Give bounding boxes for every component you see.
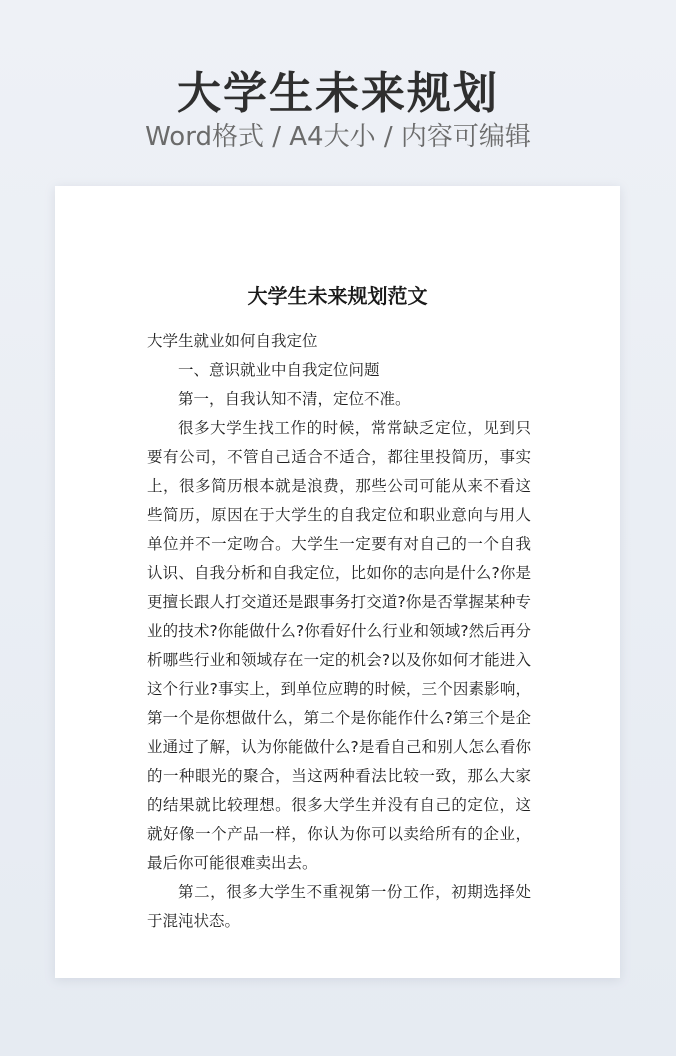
paragraph-one: 很多大学生找工作的时候，常常缺乏定位，见到只要有公司，不管自己适合不适合，都往里投简历，事实上，很多简历根本就是浪费，那些公司可能从来不看这些简历，原因在于大学生的自我定位和职业意向与用人单位并不一定吻合。大学生一定要有对自己的一个自我认识、自我分析和自我定位，比如你的志向是什么?你是更擅长跟人打交道还是跟事务打交道?你是否掌握某种专业的技术?你能做什么?你看好什么行业和领域?然后再分析哪些行业和领域存在一定的机会?以及你如何才能进入这个行业?事实上，到单位应聘的时候，三个因素影响，第一个是你想做什么，第二个是你能作什么?第三个是企业通过了解，认为你能做什么?是看自己和别人怎么看你的一种眼光的聚合，当这两种看法比较一致，那么大家的结果就比较理想。很多大学生并没有自己的定位，这就好像一个产品一样，你认为你可以卖给所有的企业，最后你可能很难卖出去。 — [147, 419, 531, 872]
document-page — [55, 186, 620, 978]
document-title: 大学生未来规划范文 — [247, 284, 428, 308]
point-two: 第二，很多大学生不重视第一份工作，初期选择处于混沌状态。 — [147, 883, 531, 930]
banner-title: 大学生未来规划 — [177, 68, 499, 119]
document-heading: 大学生就业如何自我定位 — [147, 332, 318, 350]
banner-subtitle: Word格式 / A4大小 / 内容可编辑 — [145, 122, 531, 152]
document-body — [147, 327, 531, 936]
point-one: 第一，自我认知不清，定位不准。 — [178, 390, 411, 408]
section-heading: 一、意识就业中自我定位问题 — [178, 361, 380, 379]
